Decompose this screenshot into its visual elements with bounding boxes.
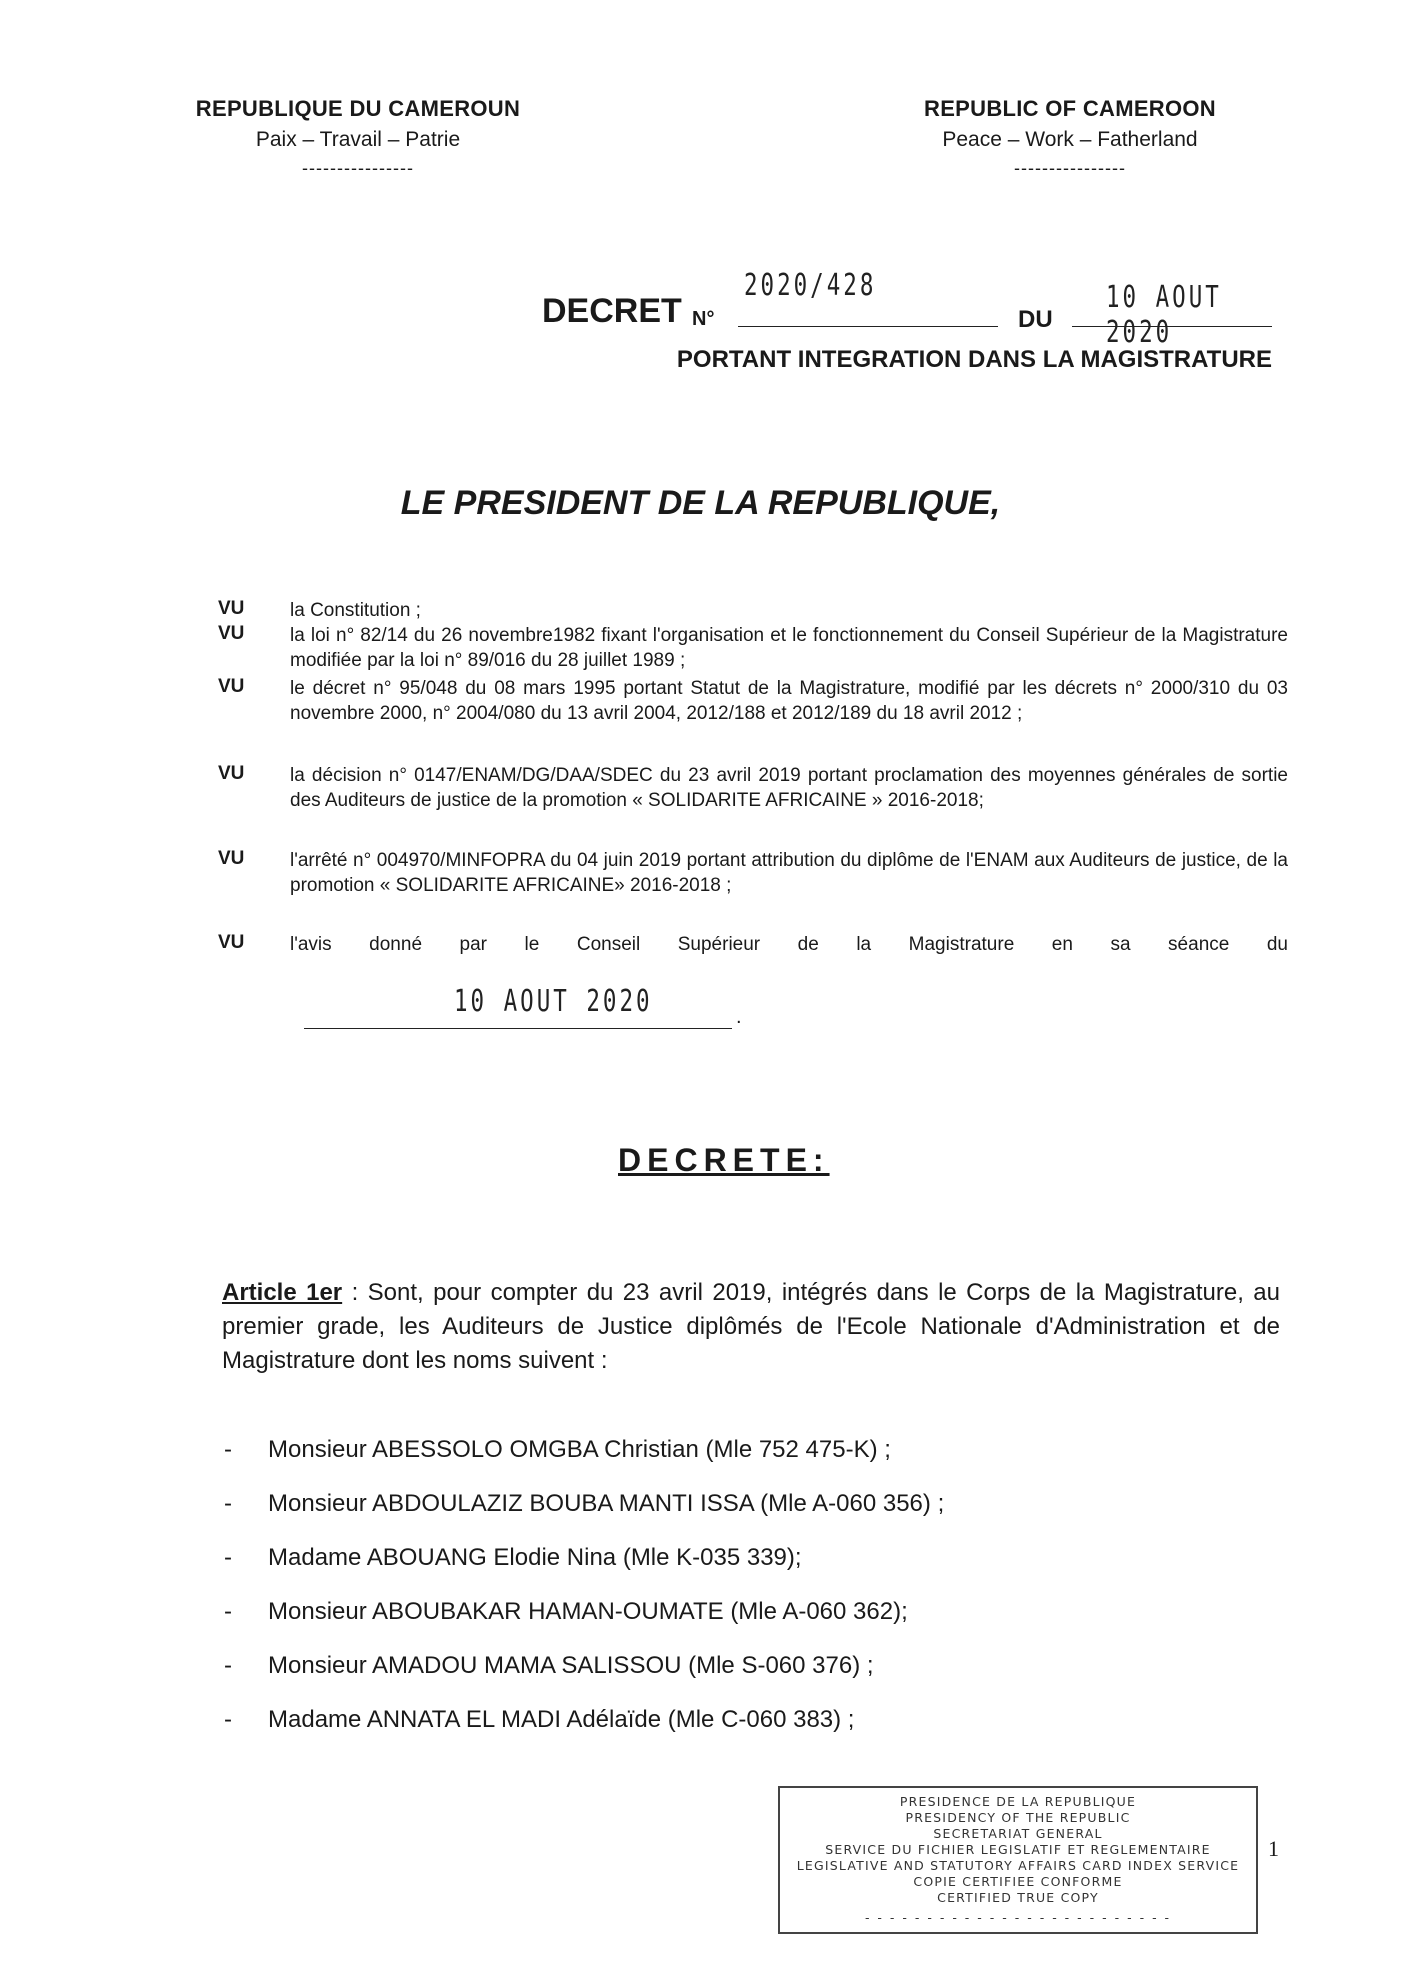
stamp-line: PRESIDENCY OF THE REPUBLIC: [905, 1810, 1131, 1825]
vu-text: le décret n° 95/048 du 08 mars 1995 portant Statut de la Magistrature, modifié par les décrets n° 2000/310 du 03 novembre 2000, n° 2004/080 du 13 avril 2004, 2012/188 et 2012/189 du 18 avril 2012 ;: [290, 678, 1288, 724]
list-item-text: Monsieur AMADOU MAMA SALISSOU (Mle S-060 376) ;: [268, 1652, 874, 1679]
decree-title: [542, 262, 1272, 350]
vu-key: VU: [218, 676, 245, 697]
vu-text: l'arrêté n° 004970/MINFOPRA du 04 juin 2019 portant attribution du diplôme de l'ENAM aux Auditeurs de justice, de la promotion « SOLIDARITE AFRICAINE» 2016-2018 ;: [290, 850, 1288, 896]
stamp-line: CERTIFIED TRUE COPY: [937, 1890, 1099, 1905]
list-dash: -: [224, 1436, 232, 1463]
list-item: [224, 1544, 802, 1572]
vu-item: [218, 623, 1288, 673]
list-item: [224, 1652, 874, 1680]
decree-number: 2020/428: [744, 268, 877, 303]
list-item: [224, 1706, 854, 1734]
header-left: [148, 96, 568, 179]
vu-text: l'avis donné par le Conseil Supérieur de la Magistrature en sa séance du: [290, 934, 1288, 955]
vu-text: la décision n° 0147/ENAM/DG/DAA/SDEC du 23 avril 2019 portant proclamation des moyennes générales de sortie des Auditeurs de justice de la promotion « SOLIDARITE AFRICAINE » 2016-2018;: [290, 765, 1288, 811]
stamp-line: COPIE CERTIFIEE CONFORME: [913, 1874, 1123, 1889]
list-dash: -: [224, 1652, 232, 1679]
decree-date-line: [1072, 262, 1272, 350]
country-name-fr: REPUBLIQUE DU CAMEROUN: [195, 96, 521, 121]
list-item-text: Monsieur ABESSOLO OMGBA Christian (Mle 752 475-K) ;: [268, 1436, 891, 1463]
vu-key: VU: [218, 623, 245, 644]
list-item-text: Madame ANNATA EL MADI Adélaïde (Mle C-060 383) ;: [268, 1706, 855, 1733]
decrete-text: DECRETE:: [618, 1142, 830, 1178]
vu-text: la Constitution ;: [290, 600, 421, 621]
decree-date: 10 AOUT 2020: [1106, 280, 1222, 350]
decree-du-label: DU: [1018, 306, 1053, 333]
vu-key: VU: [218, 598, 245, 619]
president-heading: LE PRESIDENT DE LA REPUBLIQUE,: [400, 484, 1001, 522]
vu-item: [218, 763, 1288, 813]
stamp-line: LEGISLATIVE AND STATUTORY AFFAIRS CARD INDEX SERVICE: [796, 1858, 1240, 1873]
decree-label: DECRET: [542, 292, 682, 330]
vu-item: [218, 932, 1288, 957]
article-1-text: : Sont, pour compter du 23 avril 2019, intégrés dans le Corps de la Magistrature, au premier grade, les Auditeurs de Justice diplômés de l'Ecole Nationale d'Administration et de Magistrature dont les noms suivent :: [222, 1279, 1280, 1374]
motto-en: Peace – Work – Fatherland: [942, 128, 1198, 151]
vu-item: [218, 848, 1288, 898]
list-dash: -: [224, 1544, 232, 1571]
country-name-en: REPUBLIC OF CAMEROON: [924, 96, 1216, 121]
list-item: [224, 1436, 891, 1464]
motto-fr: Paix – Travail – Patrie: [255, 128, 461, 151]
header-right: [860, 96, 1280, 179]
list-dash: -: [224, 1598, 232, 1625]
header-divider-left: ----------------: [302, 158, 414, 178]
header-divider-right: ----------------: [1014, 158, 1126, 178]
vu-key: VU: [218, 763, 245, 784]
list-item-text: Monsieur ABDOULAZIZ BOUBA MANTI ISSA (Mle A-060 356) ;: [268, 1490, 945, 1517]
stamp-line: SECRETARIAT GENERAL: [933, 1826, 1103, 1841]
article-1-label: Article 1er: [222, 1279, 343, 1306]
stamp-line: SERVICE DU FICHIER LEGISLATIF ET REGLEMENTAIRE: [825, 1842, 1211, 1857]
list-dash: -: [224, 1490, 232, 1517]
page-number: 1: [1268, 1836, 1279, 1861]
list-item-text: Madame ABOUANG Elodie Nina (Mle K-035 339);: [268, 1544, 802, 1571]
vu-key: VU: [218, 848, 245, 869]
decrete-heading: [618, 1142, 830, 1179]
vu-key: VU: [218, 932, 245, 953]
decree-number-line: [738, 262, 998, 327]
stamp-dashes: - - - - - - - - - - - - - - - - - - - - - - - - -: [864, 1910, 1172, 1925]
stamp-line: PRESIDENCE DE LA REPUBLIQUE: [899, 1794, 1137, 1809]
certification-stamp: [778, 1786, 1258, 1934]
vu-text: la loi n° 82/14 du 26 novembre1982 fixant l'organisation et le fonctionnement du Conseil Supérieur de la Magistrature modifiée par la loi n° 89/016 du 28 juillet 1989 ;: [290, 625, 1288, 671]
vu-item: [218, 676, 1288, 726]
list-item: [224, 1598, 908, 1626]
article-1: [222, 1276, 1280, 1378]
seance-end: .: [736, 1006, 742, 1028]
vu-item: [218, 598, 1288, 623]
decree-no-label: N°: [692, 308, 715, 330]
seance-date: 10 AOUT 2020: [454, 984, 653, 1019]
list-dash: -: [224, 1706, 232, 1733]
seance-date-line: [304, 976, 732, 1029]
list-item-text: Monsieur ABOUBAKAR HAMAN-OUMATE (Mle A-060 362);: [268, 1598, 908, 1625]
decree-subtitle: PORTANT INTEGRATION DANS LA MAGISTRATURE: [676, 346, 1272, 373]
list-item: [224, 1490, 944, 1518]
